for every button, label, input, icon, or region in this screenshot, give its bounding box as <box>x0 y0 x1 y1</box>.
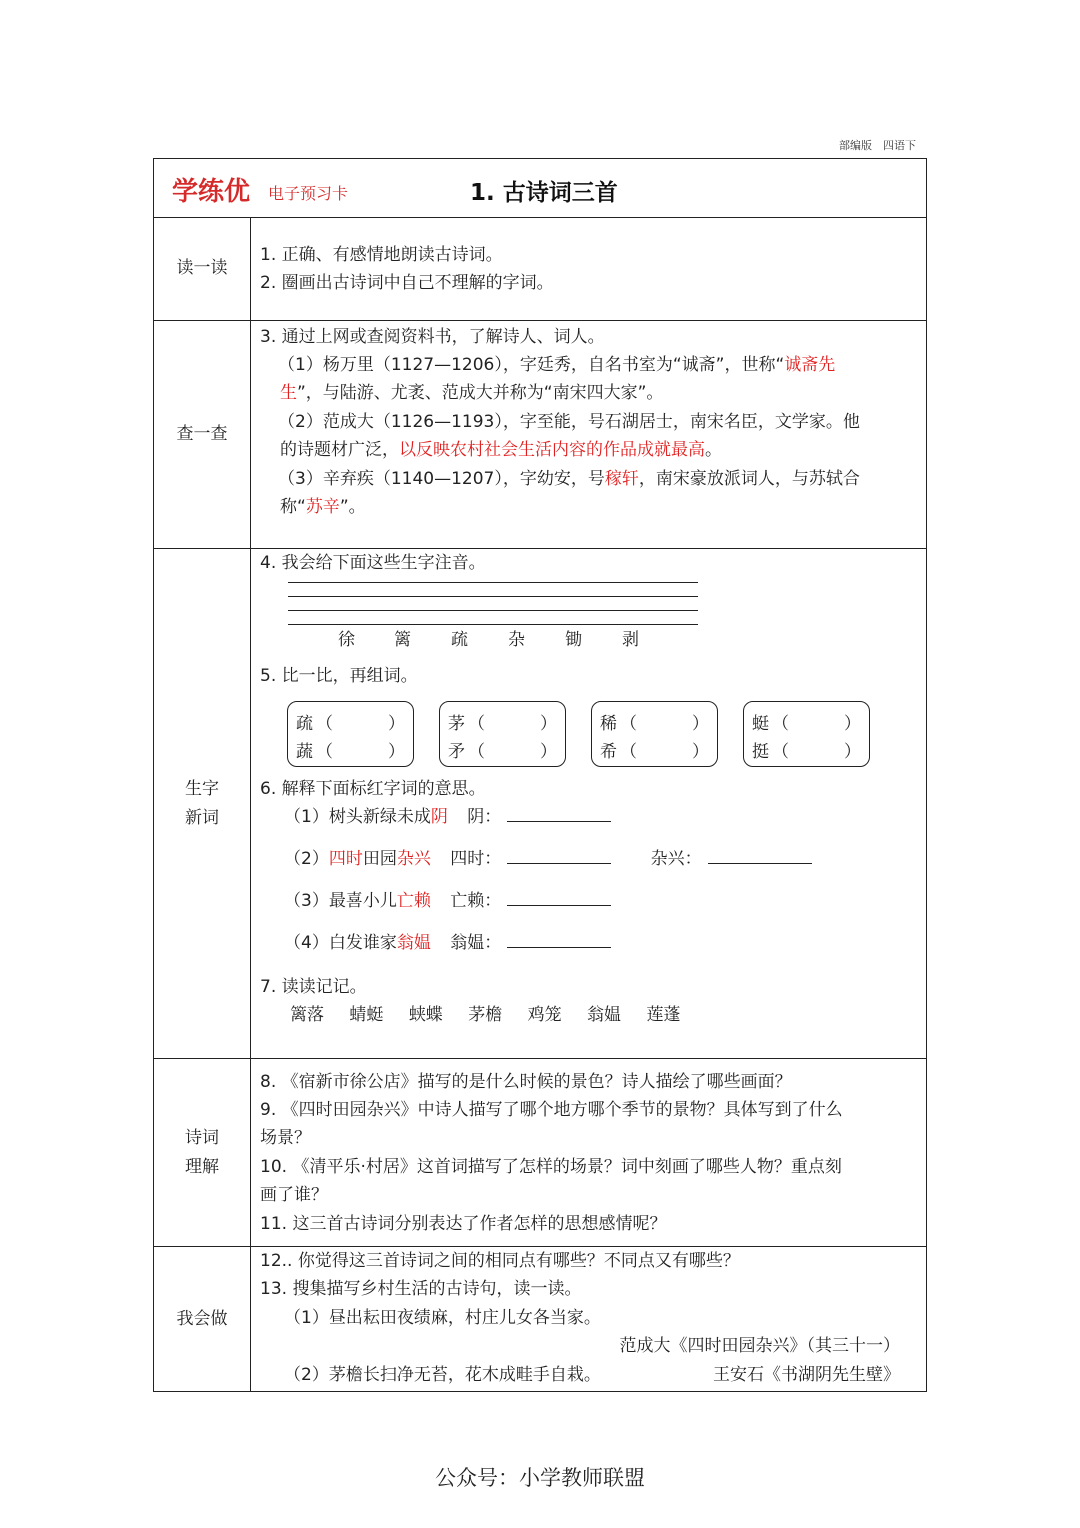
section-read <box>154 217 926 321</box>
section-label-poems: 诗词 理解 <box>154 1059 251 1246</box>
question-13: 13. 搜集描写乡村生活的古诗句，读一读。 <box>260 1279 582 1299</box>
vocab-word: 鸡笼 <box>527 1005 562 1025</box>
question-12: 12.. 你觉得这三首诗词之间的相同点有哪些？不同点又有哪些？ <box>260 1251 740 1271</box>
explain-item-3: （3）最喜小儿亡赖 亡赖： <box>284 887 611 915</box>
question-8: 8. 《宿新市徐公店》描写的是什么时候的景色？诗人描绘了哪些画面？ <box>260 1072 792 1092</box>
lesson-title: 1. 古诗词三首 <box>470 180 618 206</box>
edition-label: 部编版 四语下 <box>839 139 916 152</box>
answer-blank[interactable] <box>708 846 812 864</box>
vocab-word: 莲蓬 <box>646 1005 681 1025</box>
character: 剥 <box>622 630 639 650</box>
brand-subtitle: 电子预习卡 <box>268 184 349 203</box>
section-label-do: 我会做 <box>154 1247 251 1391</box>
section-label-words: 生字 新词 <box>154 549 251 1058</box>
question-10: 10. 《清平乐·村居》这首词描写了怎样的场景？词中刻画了哪些人物？重点刻 <box>260 1157 842 1177</box>
vocab-word: 蛱蝶 <box>408 1005 443 1025</box>
compare-box: 蜓 挺 （ ） （ ） <box>743 701 870 767</box>
brand-logo: 学练优 <box>172 177 251 207</box>
explain-item-4: （4）白发谁家翁媪 翁媪： <box>284 929 611 957</box>
section-do <box>154 1247 926 1391</box>
check-line-5: （3）辛弃疾（1140—1207），字幼安，号稼轩，南宋豪放派词人，与苏轼合 <box>278 469 860 489</box>
character: 徐 <box>338 630 355 650</box>
vocab-row <box>290 1001 680 1029</box>
pinyin-line <box>288 610 698 611</box>
section-check <box>154 321 926 549</box>
answer-blank[interactable] <box>507 930 611 948</box>
question-4: 4. 我会给下面这些生字注音。 <box>260 553 486 573</box>
pinyin-line <box>288 582 698 583</box>
check-line-1: （1）杨万里（1127—1206），字廷秀，自名书室为“诚斋”，世称“诚斋先 <box>278 355 836 375</box>
check-line-3: （2）范成大（1126—1193），字至能，号石湖居士，南宋名臣，文学家。他 <box>278 412 860 432</box>
poem-source-1: 范成大《四时田园杂兴》（其三十一） <box>619 1336 900 1356</box>
preview-card <box>153 158 927 1392</box>
answer-blank[interactable] <box>507 804 611 822</box>
question-10-cont: 画了谁？ <box>260 1185 328 1205</box>
answer-blank[interactable] <box>507 888 611 906</box>
character: 篱 <box>394 630 411 650</box>
question-11: 11. 这三首古诗词分别表达了作者怎样的思想感情呢？ <box>260 1214 667 1234</box>
footer-account: 公众号：小学教师联盟 <box>435 1466 645 1490</box>
compare-box: 茅 矛 （ ） （ ） <box>439 701 566 767</box>
vocab-word: 蜻蜓 <box>349 1005 384 1025</box>
section-words <box>154 549 926 1059</box>
answer-blank[interactable] <box>507 846 611 864</box>
pinyin-line <box>288 596 698 597</box>
vocab-word: 茅檐 <box>468 1005 503 1025</box>
check-intro: 3. 通过上网或查阅资料书，了解诗人、词人。 <box>260 327 605 347</box>
poem-line-1: （1）昼出耘田夜绩麻，村庄儿女各当家。 <box>284 1308 601 1328</box>
explain-item-2: （2）四时田园杂兴 四时： 杂兴： <box>284 845 812 873</box>
vocab-word: 篱落 <box>290 1005 324 1025</box>
check-line-2: 生”，与陆游、尤袤、范成大并称为“南宋四大家”。 <box>280 383 664 403</box>
character: 杂 <box>508 630 525 650</box>
check-line-4: 的诗题材广泛，以反映农村社会生活内容的作品成就最高。 <box>280 440 722 460</box>
check-line-6: 称“苏辛”。 <box>280 497 366 517</box>
character: 锄 <box>565 630 582 650</box>
read-item-1: 1. 正确、有感情地朗读古诗词。 <box>260 245 503 265</box>
section-label-check: 查一查 <box>154 321 251 548</box>
vocab-word: 翁媪 <box>587 1005 622 1025</box>
section-poems <box>154 1059 926 1247</box>
question-9: 9. 《四时田园杂兴》中诗人描写了哪个地方哪个季节的景物？具体写到了什么 <box>260 1100 843 1120</box>
compare-box: 稀 希 （ ） （ ） <box>591 701 718 767</box>
read-item-2: 2. 圈画出古诗词中自己不理解的字词。 <box>260 273 554 293</box>
question-6: 6. 解释下面标红字词的意思。 <box>260 779 486 799</box>
poem-line-2: （2）茅檐长扫净无苔，花木成畦手自栽。 <box>284 1365 601 1385</box>
poem-source-2: 王安石《书湖阴先生壁》 <box>713 1365 900 1385</box>
question-5: 5. 比一比，再组词。 <box>260 666 418 686</box>
section-label-read: 读一读 <box>154 217 251 320</box>
card-header <box>154 159 926 218</box>
compare-box: 疏 蔬 （ ） （ ） <box>287 701 414 767</box>
explain-item-1: （1）树头新绿未成阴 阴： <box>284 803 611 831</box>
question-9-cont: 场景？ <box>260 1128 311 1148</box>
character: 疏 <box>451 630 468 650</box>
question-7: 7. 读读记记。 <box>260 977 367 997</box>
